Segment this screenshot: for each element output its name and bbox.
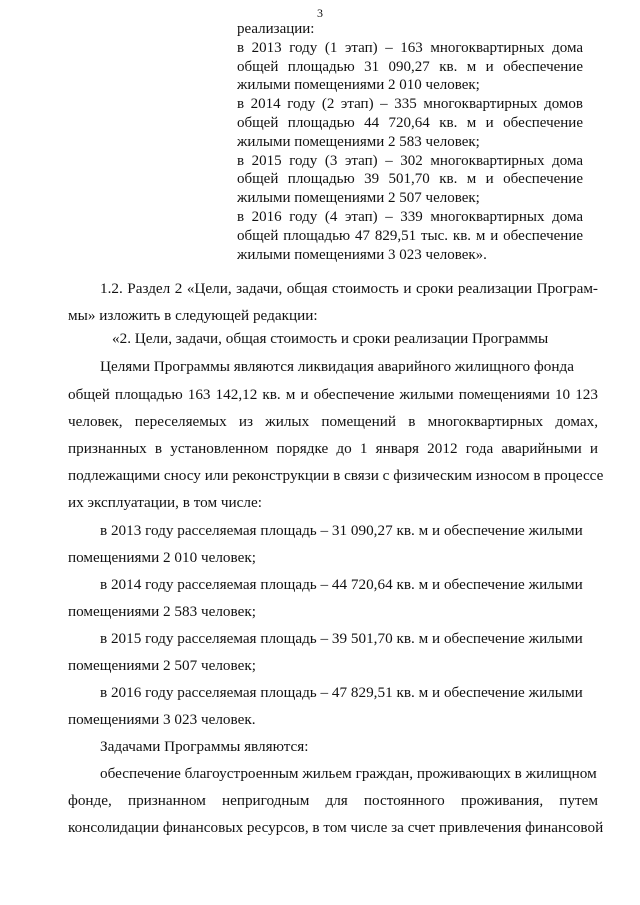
stages-line: в 2015 году (3 этап) – 302 многоквартирных дома	[237, 152, 583, 169]
section-intro-line: мы» изложить в следующей редакции:	[68, 307, 318, 324]
year-item-line: в 2016 году расселяемая площадь – 47 829,51 кв. м и обеспечение жилыми	[100, 684, 583, 701]
page-number: 3	[317, 6, 323, 20]
stages-line: общей площадью 31 090,27 кв. м и обеспечение	[237, 58, 583, 75]
stages-line: в 2013 году (1 этап) – 163 многоквартирных дома	[237, 39, 583, 56]
year-item-line: помещениями 2 010 человек;	[68, 549, 256, 566]
stages-line: реализации:	[237, 21, 315, 37]
section-heading: «2. Цели, задачи, общая стоимость и сроки реализации Программы	[112, 330, 549, 347]
stages-line: общей площадью 39 501,70 кв. м и обеспечение	[237, 171, 583, 188]
goals-line: подлежащими сносу или реконструкции в связи с физическим износом в процессе	[68, 467, 604, 484]
year-item-line: помещениями 2 583 человек;	[68, 603, 256, 620]
goals-line: общей площадью 163 142,12 кв. м и обеспечение жилыми помещениями 10 123	[68, 386, 598, 403]
tasks-heading: Задачами Программы являются:	[100, 738, 309, 755]
goals-line: признанных в установленном порядке до 1 января 2012 года аварийными и	[68, 440, 598, 457]
goals-line: человек, переселяемых из жилых помещений в многоквартирных домах,	[68, 413, 598, 430]
year-item-line: помещениями 2 507 человек;	[68, 657, 256, 674]
stages-line: общей площадью 47 829,51 тыс. кв. м и обеспечение	[237, 227, 583, 244]
section-intro-line: 1.2. Раздел 2 «Цели, задачи, общая стоимость и сроки реализации Програм-	[100, 280, 598, 297]
stages-line: жилыми помещениями 2 507 человек;	[237, 190, 480, 207]
stages-line: жилыми помещениями 2 010 человек;	[237, 77, 480, 94]
goals-line: Целями Программы являются ликвидация аварийного жилищного фонда	[100, 358, 574, 375]
tasks-line: фонде, признанном непригодным для постоянного проживания, путем	[68, 792, 598, 809]
tasks-line: консолидации финансовых ресурсов, в том числе за счет привлечения финансовой	[68, 819, 604, 836]
tasks-line: обеспечение благоустроенным жильем граждан, проживающих в жилищном	[100, 765, 597, 782]
year-item-line: в 2013 году расселяемая площадь – 31 090,27 кв. м и обеспечение жилыми	[100, 522, 583, 539]
stages-line: в 2014 году (2 этап) – 335 многоквартирных домов	[237, 96, 583, 113]
stages-line: жилыми помещениями 3 023 человек».	[237, 246, 487, 263]
stages-line: в 2016 году (4 этап) – 339 многоквартирных дома	[237, 208, 583, 225]
stages-line: жилыми помещениями 2 583 человек;	[237, 133, 480, 150]
year-item-line: в 2014 году расселяемая площадь – 44 720,64 кв. м и обеспечение жилыми	[100, 576, 583, 593]
year-item-line: помещениями 3 023 человек.	[68, 711, 256, 728]
year-item-line: в 2015 году расселяемая площадь – 39 501,70 кв. м и обеспечение жилыми	[100, 630, 583, 647]
stages-line: общей площадью 44 720,64 кв. м и обеспечение	[237, 114, 583, 131]
goals-line: их эксплуатации, в том числе:	[68, 494, 262, 511]
stages-block	[237, 20, 583, 264]
